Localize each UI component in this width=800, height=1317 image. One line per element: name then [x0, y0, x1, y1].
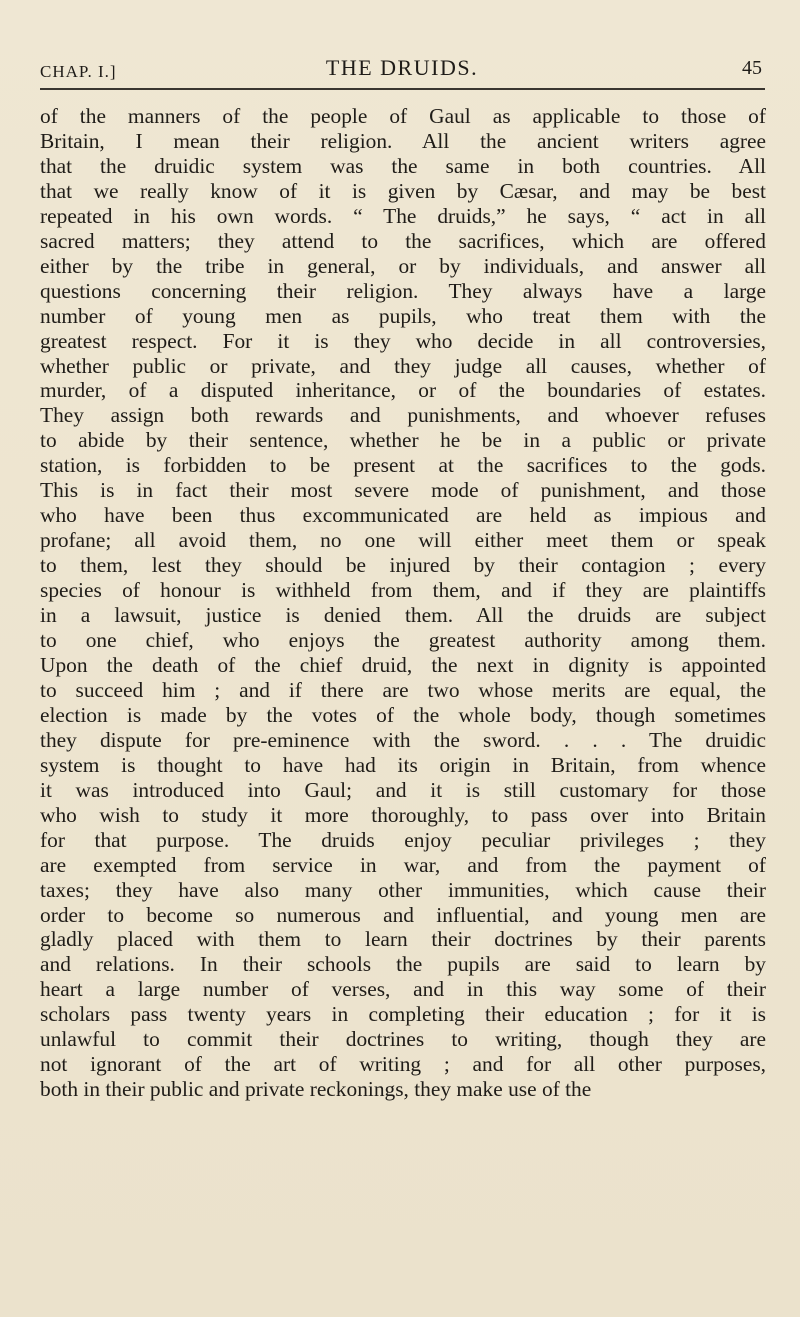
- text-line: sacred matters; they attend to the sacrifices, which are offered: [40, 228, 766, 253]
- text-line: election is made by the votes of the whole body, though sometimes: [40, 702, 766, 727]
- text-line: species of honour is withheld from them, and if they are plaintiffs: [40, 578, 766, 603]
- text-line: number of young men as pupils, who treat them with the: [40, 303, 766, 328]
- text-line: that the druidic system was the same in both countries. All: [40, 153, 766, 178]
- text-line: they dispute for pre-eminence with the sword. . . . The druidic: [40, 727, 766, 752]
- text-line: station, is forbidden to be present at the sacrifices to the gods.: [40, 453, 766, 478]
- text-line: unlawful to commit their doctrines to writing, though they are: [40, 1027, 766, 1052]
- text-line: for that purpose. The druids enjoy peculiar privileges ; they: [40, 827, 766, 852]
- text-line: to abide by their sentence, whether he be in a public or private: [40, 428, 766, 453]
- text-line: questions concerning their religion. They always have a large: [40, 278, 766, 303]
- text-line: either by the tribe in general, or by individuals, and answer all: [40, 253, 766, 278]
- text-line: murder, of a disputed inheritance, or of the boundaries of estates.: [40, 378, 766, 403]
- text-line: that we really know of it is given by Cæsar, and may be best: [40, 178, 766, 203]
- text-line: They assign both rewards and punishments, and whoever refuses: [40, 403, 766, 428]
- text-line: both in their public and private reckonings, they make use of the: [40, 1077, 592, 1102]
- text-line: repeated in his own words. “ The druids,” he says, “ act in all: [40, 203, 766, 228]
- text-line: to one chief, who enjoys the greatest authority among them.: [40, 628, 766, 653]
- text-line: to them, lest they should be injured by their contagion ; every: [40, 553, 766, 578]
- page-number: 45: [742, 57, 762, 79]
- text-line: whether public or private, and they judge all causes, whether of: [40, 353, 766, 378]
- text-line: taxes; they have also many other immunities, which cause their: [40, 877, 766, 902]
- chapter-label: CHAP. I.]: [40, 62, 117, 81]
- running-head: [40, 55, 765, 85]
- text-line: Upon the death of the chief druid, the next in dignity is appointed: [40, 652, 766, 677]
- text-line: not ignorant of the art of writing ; and for all other purposes,: [40, 1052, 766, 1077]
- text-line: who have been thus excommunicated are held as impious and: [40, 503, 766, 528]
- text-line: are exempted from service in war, and from the payment of: [40, 852, 766, 877]
- text-line: in a lawsuit, justice is denied them. All the druids are subject: [40, 603, 766, 628]
- text-line: Britain, I mean their religion. All the ancient writers agree: [40, 128, 766, 153]
- text-line: greatest respect. For it is they who decide in all controversies,: [40, 328, 766, 353]
- text-line: it was introduced into Gaul; and it is still customary for those: [40, 777, 766, 802]
- text-line: who wish to study it more thoroughly, to pass over into Britain: [40, 802, 766, 827]
- text-line: profane; all avoid them, no one will either meet them or speak: [40, 528, 766, 553]
- header-rule: [40, 88, 765, 90]
- text-line: to succeed him ; and if there are two whose merits are equal, the: [40, 677, 766, 702]
- body-text: [40, 104, 766, 1102]
- text-line: scholars pass twenty years in completing their education ; for it is: [40, 1002, 766, 1027]
- running-title: THE DRUIDS.: [325, 55, 479, 80]
- text-line: of the manners of the people of Gaul as applicable to those of: [40, 104, 766, 128]
- text-line: system is thought to have had its origin in Britain, from whence: [40, 752, 766, 777]
- text-line: order to become so numerous and influential, and young men are: [40, 902, 766, 927]
- text-line: and relations. In their schools the pupils are said to learn by: [40, 952, 766, 977]
- text-line: This is in fact their most severe mode of punishment, and those: [40, 478, 766, 503]
- text-line: gladly placed with them to learn their doctrines by their parents: [40, 927, 766, 952]
- text-line: heart a large number of verses, and in this way some of their: [40, 977, 766, 1002]
